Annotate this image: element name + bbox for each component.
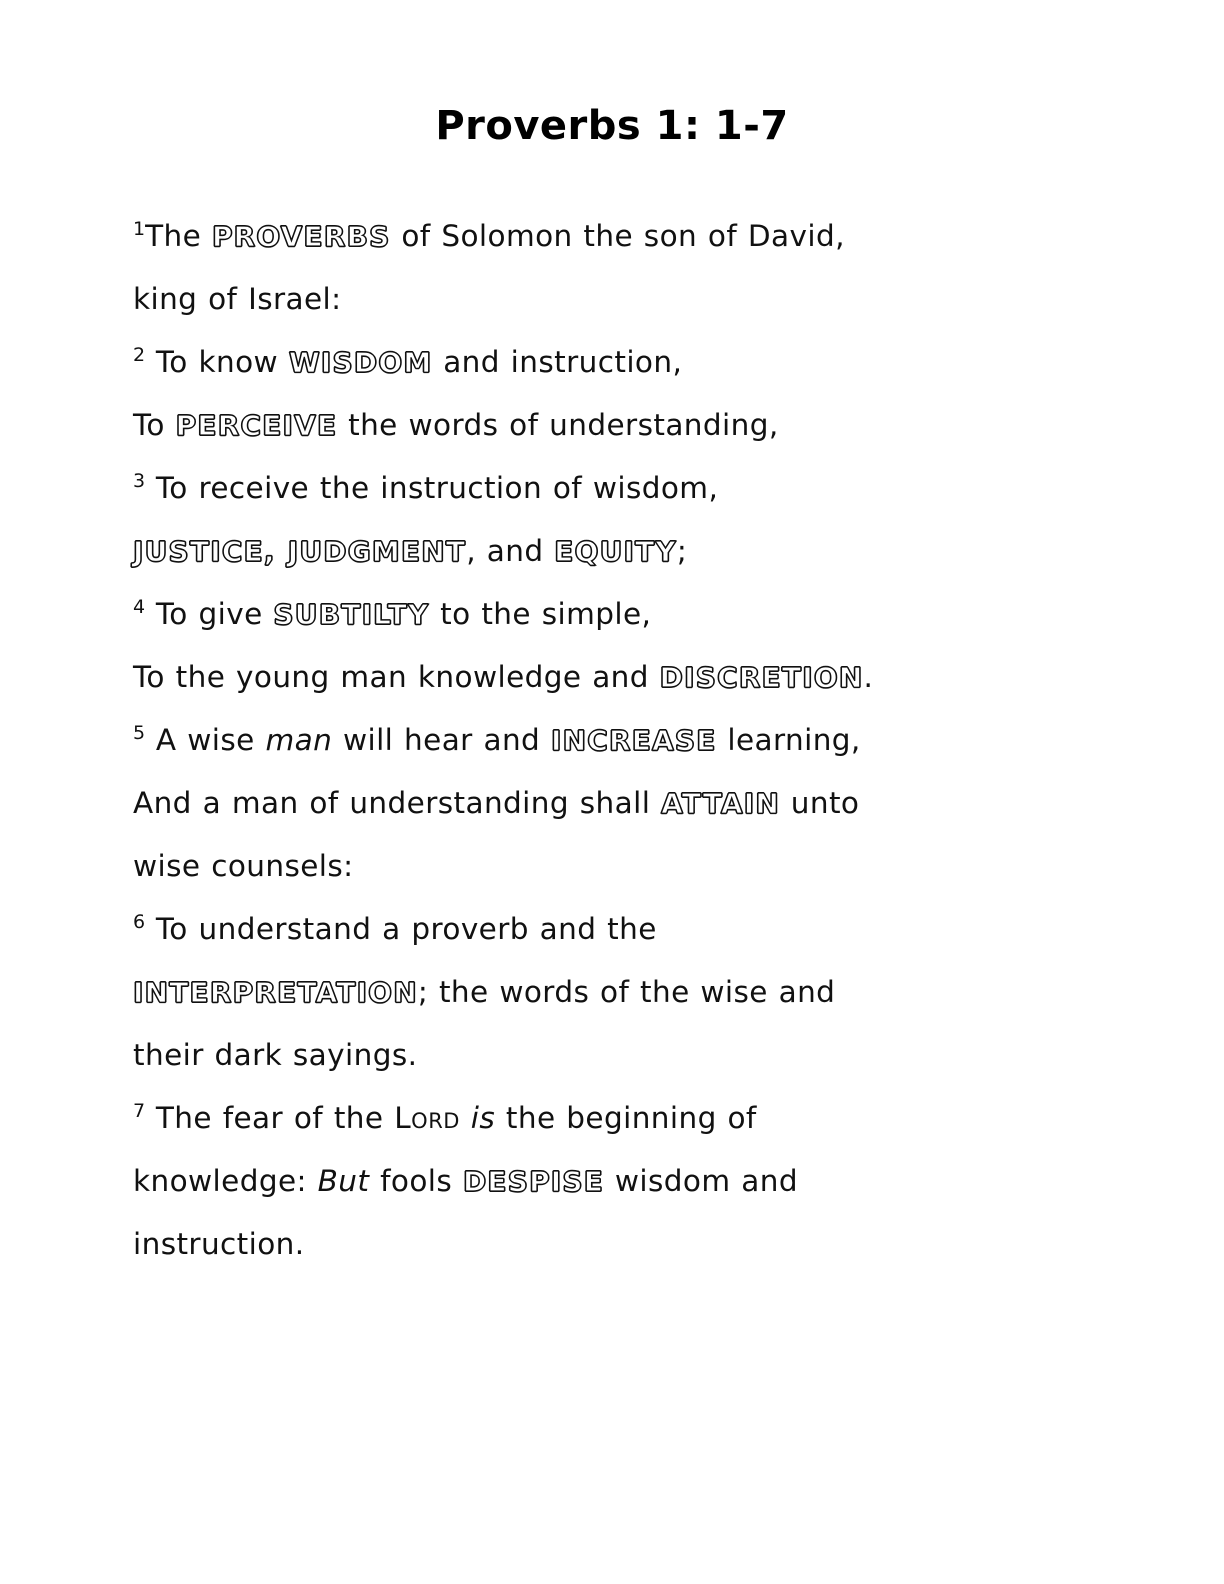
text-run: To the young man knowledge and: [133, 660, 660, 694]
text-run: To know: [145, 345, 289, 379]
text-run: instruction.: [133, 1227, 305, 1261]
text-run: To understand a proverb and the: [145, 912, 657, 946]
scripture-line: [133, 394, 1093, 457]
scripture-line: [133, 205, 1093, 268]
text-run: ; the words of the wise and: [417, 975, 836, 1009]
emphasis-word: JUSTICE, JUDGMENT: [133, 535, 467, 568]
verse-number: 7: [133, 1100, 146, 1123]
text-run: of Solomon the son of David,: [390, 219, 845, 253]
scripture-line: [133, 520, 1093, 583]
text-run: unto: [779, 786, 860, 820]
scripture-line: [133, 583, 1093, 646]
text-run: To give: [145, 597, 274, 631]
emphasis-word: DISCRETION: [659, 661, 864, 694]
scripture-line: [133, 772, 1093, 835]
text-run: And a man of understanding shall: [133, 786, 662, 820]
scripture-line: [133, 331, 1093, 394]
text-run: [460, 1101, 471, 1135]
text-run: To receive the instruction of wisdom,: [145, 471, 719, 505]
scripture-line: [133, 835, 1093, 898]
text-run: learning,: [716, 723, 861, 757]
emphasis-word: WISDOM: [288, 346, 433, 379]
verse-number: 1: [133, 218, 146, 241]
scripture-line: [133, 457, 1093, 520]
scripture-line: [133, 646, 1093, 709]
emphasis-word: DESPISE: [462, 1165, 605, 1198]
verse-number: 4: [133, 596, 146, 619]
emphasis-word: INCREASE: [550, 724, 717, 757]
page-title: Proverbs 1: 1-7: [435, 103, 789, 149]
divine-name: Lord: [394, 1101, 460, 1135]
scripture-line: [133, 1024, 1093, 1087]
emphasis-word: INTERPRETATION: [133, 976, 418, 1009]
emphasis-word: PROVERBS: [211, 220, 391, 253]
text-run: king of Israel:: [133, 282, 342, 316]
text-run: to the simple,: [429, 597, 652, 631]
italic-word: But: [317, 1164, 370, 1198]
text-run: ;: [676, 534, 688, 568]
emphasis-word: SUBTILTY: [273, 598, 430, 631]
emphasis-word: EQUITY: [554, 535, 677, 568]
text-run: knowledge:: [133, 1164, 318, 1198]
text-run: A wise: [145, 723, 266, 757]
scripture-line: [133, 1213, 1093, 1276]
verse-number: 6: [133, 911, 146, 934]
verse-number: 3: [133, 470, 146, 493]
scripture-line: [133, 898, 1093, 961]
scripture-line: [133, 1087, 1093, 1150]
emphasis-word: ATTAIN: [661, 787, 780, 820]
text-run: The: [145, 219, 212, 253]
text-run: their dark sayings.: [133, 1038, 418, 1072]
scripture-line: [133, 268, 1093, 331]
text-run: .: [863, 660, 874, 694]
text-run: The fear of the: [145, 1101, 395, 1135]
verse-number: 2: [133, 344, 146, 367]
italic-word: is: [470, 1101, 496, 1135]
scripture-body: [133, 205, 1093, 1276]
verse-number: 5: [133, 722, 146, 745]
emphasis-word: PERCEIVE: [175, 409, 338, 442]
text-run: wise counsels:: [133, 849, 354, 883]
scripture-line: [133, 709, 1093, 772]
italic-word: man: [265, 723, 333, 757]
text-run: the words of understanding,: [337, 408, 779, 442]
text-run: fools: [369, 1164, 463, 1198]
text-run: To: [133, 408, 176, 442]
scripture-line: [133, 1150, 1093, 1213]
text-run: and instruction,: [432, 345, 683, 379]
text-run: the beginning of: [495, 1101, 757, 1135]
text-run: , and: [466, 534, 555, 568]
text-run: wisdom and: [604, 1164, 798, 1198]
text-run: will hear and: [332, 723, 551, 757]
scripture-line: [133, 961, 1093, 1024]
